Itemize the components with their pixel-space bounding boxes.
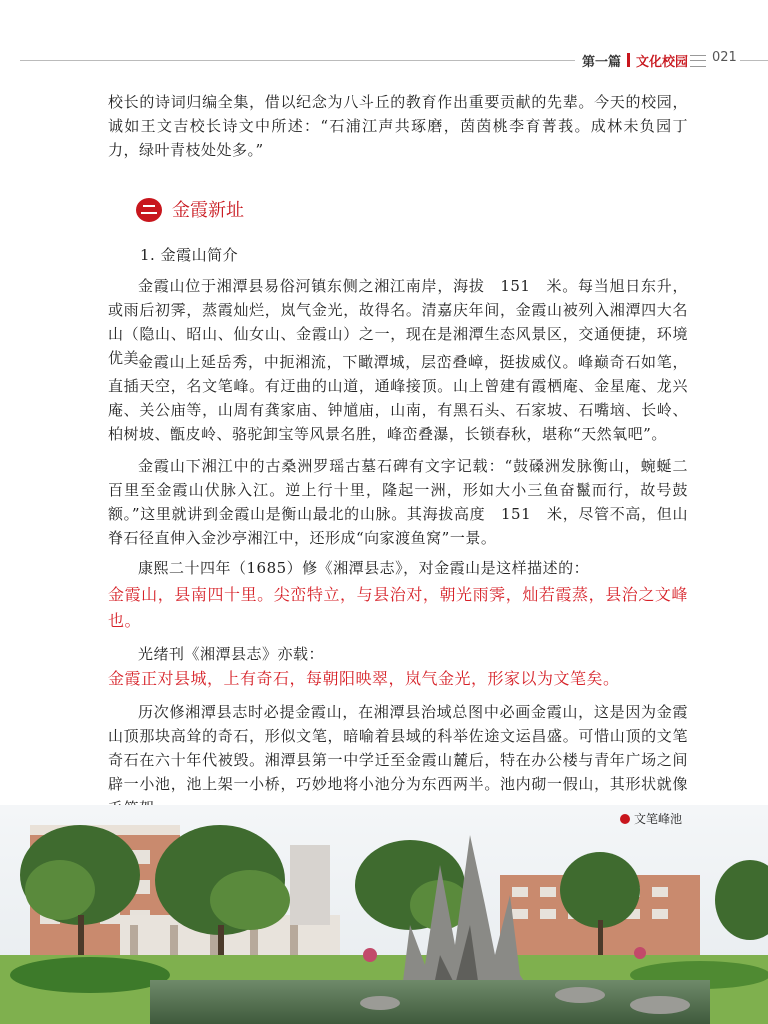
intro-paragraph: 校长的诗词归编全集，借以纪念为八斗丘的教育作出重要贡献的先辈。今天的校园，诚如王文吉校长诗文中所述：“石浦江声共琢磨，茵茵桃李育菁莪。成林未负园丁力，绿叶青枝处处多。” xyxy=(108,93,688,159)
header-rule-right xyxy=(740,60,768,61)
quote-kangxi: 金霞山，县南四十里。尖峦特立，与县治对，朝光雨霁，灿若霞蒸，县治之文峰也。 xyxy=(108,585,688,630)
paragraph-scenery: 金霞山上延岳秀，中扼湘流，下瞰潭城，层峦叠嶂，挺拔威仪。峰巅奇石如笔，直插天空，名文笔峰。有迂曲的山道，通峰接顶。山上曾建有霞栖庵、金星庵、龙兴庵、关公庙等，山周有龚家庙、钟馗庙，山南，有黑石头、石家坡、石嘴垴、长岭、柏树坡、甑皮岭、骆驼卸宝等风景名胜，峰峦叠瀑，长锁春秋，堪称“天然氧吧”。 xyxy=(108,353,688,443)
paragraph-location: 金霞山位于湘潭县易俗河镇东侧之湘江南岸，海拔 151 米。每当旭日东升，或雨后初霁，蒸霞灿烂，岚气金光，故得名。清嘉庆年间，金霞山被列入湘潭四大名山（隐山、昭山、仙女山、金霞山）之一，现在是湘潭生态风景区，交通便捷，环境优美。 xyxy=(108,277,688,367)
header-divider-bar xyxy=(627,53,630,67)
photo-caption-text: 文笔峰池 xyxy=(634,812,683,826)
photo-caption xyxy=(620,810,682,827)
photo-illustration xyxy=(0,805,768,1024)
paragraph-record: 金霞山下湘江中的古桑洲罗瑶古墓石碑有文字记载：“鼓磉洲发脉衡山，蜿蜒二百里至金霞山伏脉入江。逆上行十里，隆起一洲，形如大小三鱼奋鬣而行，故号鼓额。”这里就讲到金霞山是衡山最北的山脉。其海拔高度 151 米，尽管不高，但山脊石径直伸入金沙亭湘江中，还形成“向家渡鱼窝”一景。 xyxy=(108,457,688,547)
subsection-title: 1. 金霞山简介 xyxy=(140,246,239,264)
header-ornament xyxy=(690,55,706,67)
campus-pond-photo xyxy=(0,805,768,1024)
running-header xyxy=(0,50,768,70)
header-section-label: 文化校园 xyxy=(636,55,689,70)
header-part-label: 第一篇 xyxy=(582,55,622,70)
paragraph-kangxi: 康熙二十四年（1685）修《湘潭县志》，对金霞山是这样描述的： xyxy=(138,559,590,577)
quote-guangxu: 金霞正对县城，上有奇石，每朝阳映翠，岚气金光，形家以为文笔矣。 xyxy=(108,669,620,688)
paragraph-history: 历次修湘潭县志时必提金霞山，在湘潭县治域总图中必画金霞山，这是因为金霞山顶那块高耸的奇石，形似文笔，暗喻着县域的科举佐途文运昌盛。可惜山顶的文笔奇石在六十年代被毁。湘潭县第一中学迁至金霞山麓后，特在办公楼与青年广场之间辟一小池，池上架一小桥，巧妙地将小池分为东西两半。池内砌一假山，其形状就像 xyxy=(108,703,688,793)
caption-bullet-icon xyxy=(620,814,630,824)
page-number: 021 xyxy=(712,50,737,65)
section-title: 金霞新址 xyxy=(172,200,244,221)
header-rule-left xyxy=(20,60,575,61)
paragraph-guangxu: 光绪刊《湘潭县志》亦载： xyxy=(138,645,325,663)
section-number-badge xyxy=(136,198,162,222)
